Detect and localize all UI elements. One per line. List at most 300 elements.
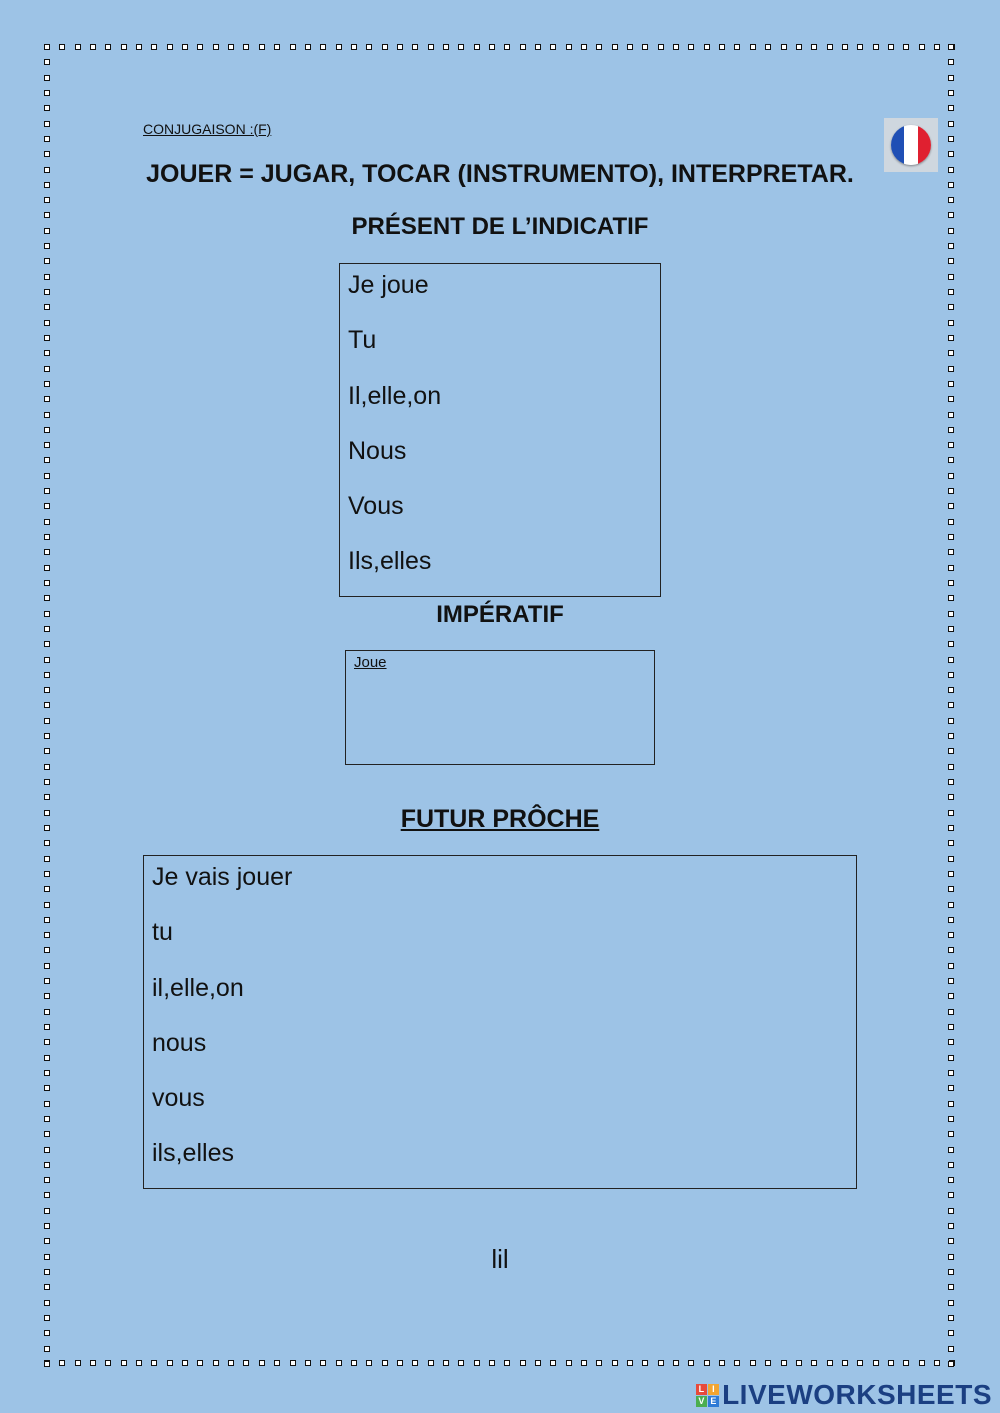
present-line: Nous (348, 436, 407, 465)
border-dot (948, 396, 954, 402)
border-dot (44, 1085, 50, 1091)
border-dot (366, 44, 372, 50)
border-dot (44, 274, 50, 280)
border-right (948, 44, 956, 1368)
border-dot (566, 1360, 572, 1366)
border-dot (428, 1360, 434, 1366)
border-dot (948, 457, 954, 463)
border-dot (44, 350, 50, 356)
border-dot (44, 687, 50, 693)
flag-white (904, 125, 917, 165)
border-dot (948, 794, 954, 800)
border-dot (948, 748, 954, 754)
border-dot (948, 1024, 954, 1030)
border-dot (948, 641, 954, 647)
border-dot (44, 136, 50, 142)
futur-conjugation-box (143, 855, 857, 1189)
border-dot (948, 1055, 954, 1061)
futur-line: vous (152, 1084, 205, 1113)
border-dot (520, 1360, 526, 1366)
border-dot (734, 44, 740, 50)
border-dot (44, 1070, 50, 1076)
border-dot (44, 320, 50, 326)
border-dot (458, 1360, 464, 1366)
border-dot (412, 1360, 418, 1366)
border-dot (627, 44, 633, 50)
border-dot (948, 963, 954, 969)
border-left (44, 44, 52, 1368)
border-dot (596, 1360, 602, 1366)
border-dot (44, 672, 50, 678)
border-dot (948, 672, 954, 678)
logo-text: LIVEWORKSHEETS (722, 1379, 992, 1410)
present-line: Il,elle,on (348, 381, 442, 410)
border-dot (44, 59, 50, 65)
border-dot (305, 1360, 311, 1366)
border-dot (320, 1360, 326, 1366)
border-dot (44, 1162, 50, 1168)
border-dot (948, 1131, 954, 1137)
border-dot (948, 1208, 954, 1214)
border-dot (382, 1360, 388, 1366)
border-dot (948, 1330, 954, 1336)
border-dot (520, 44, 526, 50)
border-dot (44, 381, 50, 387)
border-dot (90, 1360, 96, 1366)
border-dot (274, 1360, 280, 1366)
border-dot (581, 44, 587, 50)
border-dot (948, 136, 954, 142)
border-dot (44, 151, 50, 157)
border-bottom (44, 1360, 956, 1368)
border-dot (44, 121, 50, 127)
border-dot (136, 1360, 142, 1366)
border-dot (948, 350, 954, 356)
border-top (44, 44, 956, 52)
border-dot (948, 335, 954, 341)
border-dot (59, 1360, 65, 1366)
border-dot (44, 1315, 50, 1321)
border-dot (550, 1360, 556, 1366)
border-dot (44, 396, 50, 402)
border-dot (948, 442, 954, 448)
border-dot (535, 1360, 541, 1366)
border-dot (948, 412, 954, 418)
border-dot (811, 1360, 817, 1366)
border-dot (474, 44, 480, 50)
futur-line: nous (152, 1028, 207, 1057)
border-dot (948, 243, 954, 249)
border-dot (59, 44, 65, 50)
border-dot (948, 1315, 954, 1321)
border-dot (919, 44, 925, 50)
border-dot (44, 1346, 50, 1352)
border-dot (948, 733, 954, 739)
border-dot (44, 105, 50, 111)
border-dot (948, 534, 954, 540)
border-dot (44, 1361, 50, 1367)
border-dot (948, 59, 954, 65)
border-dot (44, 748, 50, 754)
logo-letter: L (696, 1384, 707, 1395)
border-dot (934, 44, 940, 50)
border-dot (44, 1208, 50, 1214)
border-dot (44, 565, 50, 571)
border-dot (44, 779, 50, 785)
imperatif-heading: IMPÉRATIF (436, 601, 564, 628)
border-dot (44, 90, 50, 96)
border-dot (704, 1360, 710, 1366)
border-dot (948, 366, 954, 372)
border-dot (948, 1147, 954, 1153)
border-dot (213, 44, 219, 50)
border-dot (948, 90, 954, 96)
border-dot (948, 1116, 954, 1122)
border-dot (105, 1360, 111, 1366)
border-dot (44, 473, 50, 479)
flag-red (918, 125, 931, 165)
border-dot (151, 1360, 157, 1366)
border-dot (612, 44, 618, 50)
border-dot (44, 794, 50, 800)
border-dot (948, 917, 954, 923)
flag-blue (891, 125, 904, 165)
border-dot (105, 44, 111, 50)
border-dot (948, 779, 954, 785)
border-dot (948, 1300, 954, 1306)
border-dot (796, 44, 802, 50)
border-dot (44, 412, 50, 418)
border-dot (121, 44, 127, 50)
border-dot (44, 289, 50, 295)
futur-heading: FUTUR PRÔCHE (400, 805, 600, 833)
border-dot (44, 304, 50, 310)
border-dot (948, 289, 954, 295)
border-dot (382, 44, 388, 50)
border-dot (489, 1360, 495, 1366)
border-dot (948, 427, 954, 433)
border-dot (948, 886, 954, 892)
border-dot (397, 1360, 403, 1366)
futur-line: tu (152, 918, 173, 947)
border-dot (857, 44, 863, 50)
border-dot (642, 44, 648, 50)
futur-line: il,elle,on (152, 973, 244, 1002)
border-dot (44, 243, 50, 249)
border-dot (781, 44, 787, 50)
border-dot (781, 1360, 787, 1366)
border-dot (443, 1360, 449, 1366)
border-dot (182, 44, 188, 50)
border-dot (842, 1360, 848, 1366)
border-dot (75, 1360, 81, 1366)
border-dot (44, 335, 50, 341)
border-dot (290, 44, 296, 50)
border-dot (658, 1360, 664, 1366)
border-dot (948, 902, 954, 908)
border-dot (351, 1360, 357, 1366)
border-dot (136, 44, 142, 50)
border-dot (948, 1039, 954, 1045)
border-dot (336, 44, 342, 50)
border-dot (44, 1009, 50, 1015)
border-dot (197, 1360, 203, 1366)
border-dot (888, 1360, 894, 1366)
border-dot (948, 840, 954, 846)
border-dot (948, 1009, 954, 1015)
border-dot (44, 1177, 50, 1183)
imperatif-line: Joue (354, 654, 387, 671)
border-dot (44, 702, 50, 708)
border-dot (290, 1360, 296, 1366)
border-dot (44, 978, 50, 984)
border-dot (274, 44, 280, 50)
border-dot (948, 1177, 954, 1183)
border-dot (489, 44, 495, 50)
border-dot (796, 1360, 802, 1366)
border-dot (948, 565, 954, 571)
border-dot (44, 75, 50, 81)
border-dot (948, 105, 954, 111)
border-dot (44, 657, 50, 663)
border-dot (948, 258, 954, 264)
border-dot (259, 1360, 265, 1366)
border-dot (213, 1360, 219, 1366)
border-dot (948, 718, 954, 724)
border-dot (948, 580, 954, 586)
border-dot (627, 1360, 633, 1366)
border-dot (948, 549, 954, 555)
border-dot (919, 1360, 925, 1366)
border-dot (44, 993, 50, 999)
border-dot (612, 1360, 618, 1366)
border-dot (765, 1360, 771, 1366)
border-dot (44, 488, 50, 494)
border-dot (750, 1360, 756, 1366)
border-dot (948, 1070, 954, 1076)
border-dot (44, 44, 50, 50)
border-dot (827, 44, 833, 50)
border-dot (243, 1360, 249, 1366)
border-dot (566, 44, 572, 50)
border-dot (673, 44, 679, 50)
border-dot (934, 1360, 940, 1366)
border-dot (842, 44, 848, 50)
logo-icon (696, 1384, 719, 1407)
border-dot (44, 580, 50, 586)
border-dot (857, 1360, 863, 1366)
border-dot (948, 1346, 954, 1352)
border-dot (948, 473, 954, 479)
present-line: Je joue (348, 271, 429, 299)
border-dot (903, 1360, 909, 1366)
border-dot (750, 44, 756, 50)
border-dot (948, 274, 954, 280)
border-dot (44, 917, 50, 923)
futur-line: Je vais jouer (152, 863, 293, 891)
border-dot (948, 381, 954, 387)
border-dot (336, 1360, 342, 1366)
border-dot (44, 1223, 50, 1229)
border-dot (44, 840, 50, 846)
border-dot (948, 519, 954, 525)
border-dot (44, 947, 50, 953)
border-dot (167, 44, 173, 50)
border-dot (948, 871, 954, 877)
border-dot (44, 1101, 50, 1107)
present-line: Ils,elles (348, 547, 432, 576)
border-dot (44, 1116, 50, 1122)
border-dot (44, 503, 50, 509)
border-dot (948, 764, 954, 770)
border-dot (673, 1360, 679, 1366)
border-dot (948, 44, 954, 50)
border-dot (642, 1360, 648, 1366)
border-dot (948, 1192, 954, 1198)
border-dot (948, 503, 954, 509)
border-dot (504, 44, 510, 50)
border-dot (44, 886, 50, 892)
border-dot (504, 1360, 510, 1366)
border-dot (44, 871, 50, 877)
present-conjugation-box (339, 263, 661, 597)
border-dot (259, 44, 265, 50)
liveworksheets-logo[interactable] (696, 1379, 992, 1411)
border-dot (44, 534, 50, 540)
border-dot (228, 44, 234, 50)
footer-text: lil (491, 1244, 509, 1274)
border-dot (151, 44, 157, 50)
logo-letter: I (708, 1384, 719, 1395)
border-dot (948, 1085, 954, 1091)
border-dot (44, 1055, 50, 1061)
border-dot (948, 1162, 954, 1168)
border-dot (948, 1223, 954, 1229)
border-dot (228, 1360, 234, 1366)
border-dot (948, 1284, 954, 1290)
verb-title: JOUER = JUGAR, TOCAR (INSTRUMENTO), INTERPRETAR. (146, 160, 854, 188)
border-dot (474, 1360, 480, 1366)
border-dot (182, 1360, 188, 1366)
border-dot (167, 1360, 173, 1366)
border-dot (948, 151, 954, 157)
border-dot (320, 44, 326, 50)
border-dot (443, 44, 449, 50)
border-dot (121, 1360, 127, 1366)
present-heading: PRÉSENT DE L’INDICATIF (351, 213, 649, 240)
border-dot (596, 44, 602, 50)
border-dot (351, 44, 357, 50)
border-dot (948, 304, 954, 310)
border-dot (948, 197, 954, 203)
border-dot (948, 978, 954, 984)
border-dot (305, 44, 311, 50)
border-dot (44, 963, 50, 969)
border-dot (948, 320, 954, 326)
logo-letter: E (708, 1396, 719, 1407)
border-dot (90, 44, 96, 50)
border-dot (948, 702, 954, 708)
border-dot (44, 1131, 50, 1137)
border-dot (948, 1101, 954, 1107)
border-dot (44, 1284, 50, 1290)
border-dot (75, 44, 81, 50)
border-dot (44, 1330, 50, 1336)
futur-line: ils,elles (152, 1139, 234, 1168)
border-dot (458, 44, 464, 50)
border-dot (428, 44, 434, 50)
border-dot (44, 932, 50, 938)
border-dot (197, 44, 203, 50)
border-dot (44, 1039, 50, 1045)
border-dot (412, 44, 418, 50)
border-dot (366, 1360, 372, 1366)
border-dot (948, 947, 954, 953)
border-dot (243, 44, 249, 50)
border-dot (948, 993, 954, 999)
border-dot (44, 519, 50, 525)
border-dot (948, 932, 954, 938)
border-dot (44, 733, 50, 739)
border-dot (44, 718, 50, 724)
border-dot (688, 44, 694, 50)
border-dot (44, 641, 50, 647)
present-line: Tu (348, 326, 377, 355)
border-dot (948, 657, 954, 663)
border-dot (44, 764, 50, 770)
border-dot (535, 44, 541, 50)
border-dot (44, 1024, 50, 1030)
border-dot (903, 44, 909, 50)
border-dot (44, 1192, 50, 1198)
border-dot (44, 197, 50, 203)
border-dot (811, 44, 817, 50)
border-dot (948, 687, 954, 693)
border-dot (888, 44, 894, 50)
border-dot (44, 902, 50, 908)
border-dot (688, 1360, 694, 1366)
border-dot (44, 258, 50, 264)
border-dot (658, 44, 664, 50)
logo-letter: V (696, 1396, 707, 1407)
border-dot (948, 75, 954, 81)
present-line: Vous (348, 492, 404, 521)
border-dot (550, 44, 556, 50)
border-dot (948, 856, 954, 862)
border-dot (44, 442, 50, 448)
border-dot (948, 121, 954, 127)
border-dot (948, 488, 954, 494)
border-dot (44, 427, 50, 433)
border-dot (734, 1360, 740, 1366)
border-dot (873, 1360, 879, 1366)
border-dot (44, 366, 50, 372)
border-dot (581, 1360, 587, 1366)
border-dot (719, 1360, 725, 1366)
border-dot (44, 457, 50, 463)
border-dot (44, 1300, 50, 1306)
border-dot (765, 44, 771, 50)
border-dot (719, 44, 725, 50)
border-dot (397, 44, 403, 50)
border-dot (873, 44, 879, 50)
imperatif-box (345, 650, 655, 765)
worksheet-label: CONJUGAISON :(F) (143, 121, 272, 137)
border-dot (704, 44, 710, 50)
border-dot (44, 549, 50, 555)
border-dot (44, 1147, 50, 1153)
border-dot (827, 1360, 833, 1366)
